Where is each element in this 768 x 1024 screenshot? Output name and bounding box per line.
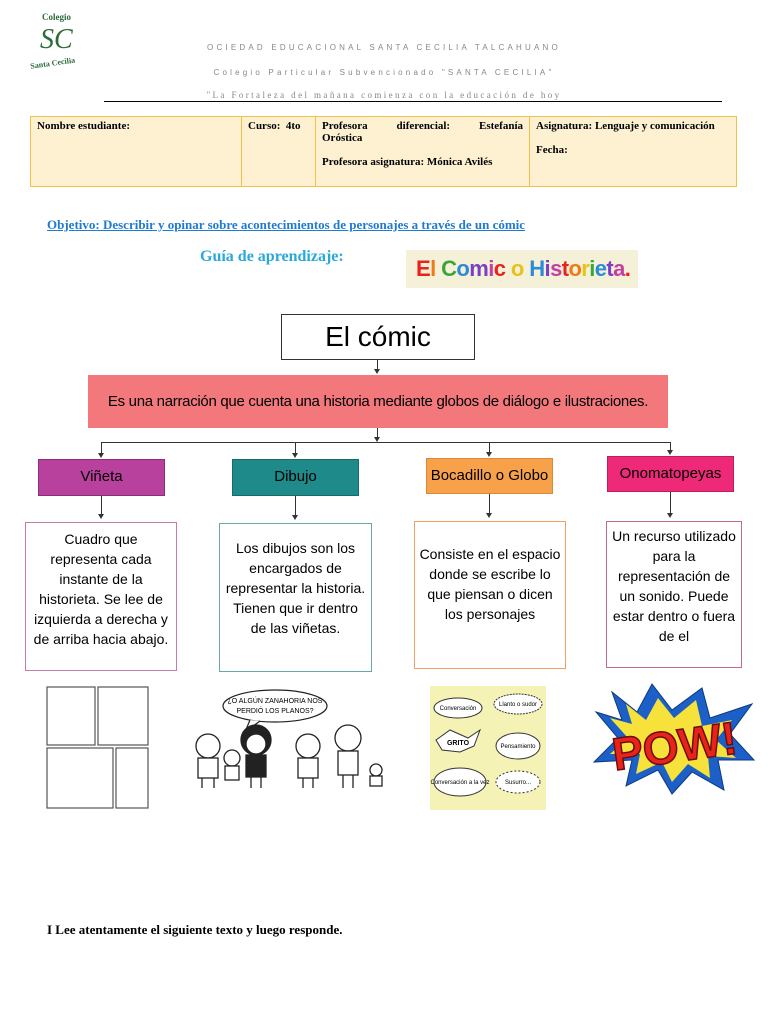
course-label: Curso: [248, 120, 281, 132]
subject-teacher: Profesora asignatura: Mónica Avilés [322, 156, 493, 168]
category-onomatopeyas: Onomatopeyas [607, 456, 734, 492]
arrow-head [292, 515, 298, 520]
diff-teacher-word-3: Estefanía [479, 120, 523, 132]
course-cell [242, 117, 316, 186]
speech-line-2: PERDIÓ LOS PLANOS? [236, 708, 314, 715]
header-rule [104, 101, 722, 102]
logo-text-bottom: Santa Cecilia [29, 55, 76, 71]
category-vineta: Viñeta [38, 459, 165, 496]
student-info-table [30, 116, 737, 187]
arrow-head [98, 514, 104, 519]
student-name-cell [31, 117, 242, 186]
arrow-head [667, 513, 673, 518]
objective-text: Objetivo: Describir y opinar sobre acontecimientos de personajes a través de un cómic [47, 217, 526, 232]
bubble-4: Pensamiento [500, 744, 536, 750]
connector [101, 496, 102, 515]
header-line-1: OCIEDAD EDUCACIONAL SANTA CECILIA TALCAHUANO [207, 43, 561, 52]
category-dibujo: Dibujo [232, 459, 359, 496]
wordart-title [406, 250, 638, 288]
closing-instruction: I Lee atentamente el siguiente texto y luego responde. [47, 922, 343, 937]
description-bocadillo: Consiste en el espacio donde se escribe lo que piensan o dicen los personajes [414, 521, 566, 669]
description-onomatopeyas: Un recurso utilizado para la representación de un sonido. Puede estar dentro o fuera de el [606, 521, 742, 668]
speech-line-1: ¿O ALGÚN ZANAHORIA NOS [227, 698, 323, 705]
school-logo [28, 10, 86, 72]
logo-text-top: Colegio [42, 12, 71, 22]
connector [670, 492, 671, 514]
arrow-head [98, 453, 104, 458]
arrow-head [374, 369, 380, 374]
description-dibujo: Los dibujos son los encargados de representar la historia. Tienen que ir dentro de las viñetas. [219, 523, 372, 672]
bubble-6: Susurro... [504, 780, 532, 786]
concept-map-title: El cómic [281, 314, 475, 360]
date-label: Fecha: [536, 144, 568, 156]
course-value: 4to [285, 120, 301, 132]
connector [489, 494, 490, 514]
description-vineta: Cuadro que representa cada instante de la historieta. Se lee de izquierda a derecha y de arriba hacia abajo. [25, 522, 177, 671]
pow-illustration [592, 682, 756, 796]
wordart-text: El Comic o Historieta. [416, 256, 631, 281]
guide-title: Guía de aprendizaje: [200, 248, 344, 265]
diff-teacher-surname: Oróstica [322, 132, 363, 144]
bubble-2: Llanto o sudor [498, 702, 538, 708]
speech-bubbles-illustration [430, 686, 546, 810]
connector [295, 496, 296, 516]
header-line-3: "La Fortaleza del mañana comienza con la educación de hoy [206, 90, 562, 100]
arrow-head [667, 450, 673, 455]
bubble-3: GRITO [446, 740, 470, 747]
subject-label: Asignatura: Lenguaje y comunicación [536, 120, 715, 132]
definition-box: Es una narración que cuenta una historia mediante globos de diálogo e ilustraciones. [88, 375, 668, 428]
arrow-head [486, 452, 492, 457]
pow-text: POW! [608, 711, 741, 781]
logo-initials: SC [40, 24, 73, 55]
cartoon-characters-illustration [190, 688, 390, 792]
arrow-head [486, 513, 492, 518]
branch-line [101, 442, 671, 443]
diff-teacher-word-1: Profesora [322, 120, 368, 132]
arrow-head [292, 453, 298, 458]
comic-panels-illustration [46, 686, 150, 810]
category-bocadillo: Bocadillo o Globo [426, 458, 553, 494]
header-line-2: Colegio Particular Subvencionado "SANTA CECILIA" [213, 68, 555, 77]
subject-cell [530, 117, 736, 186]
diff-teacher-word-2: diferencial: [396, 120, 451, 132]
student-name-label: Nombre estudiante: [37, 120, 130, 132]
teachers-cell [316, 117, 530, 186]
bubble-1: Conversación [439, 706, 477, 712]
bubble-5: Conversación a la vez [430, 780, 490, 786]
